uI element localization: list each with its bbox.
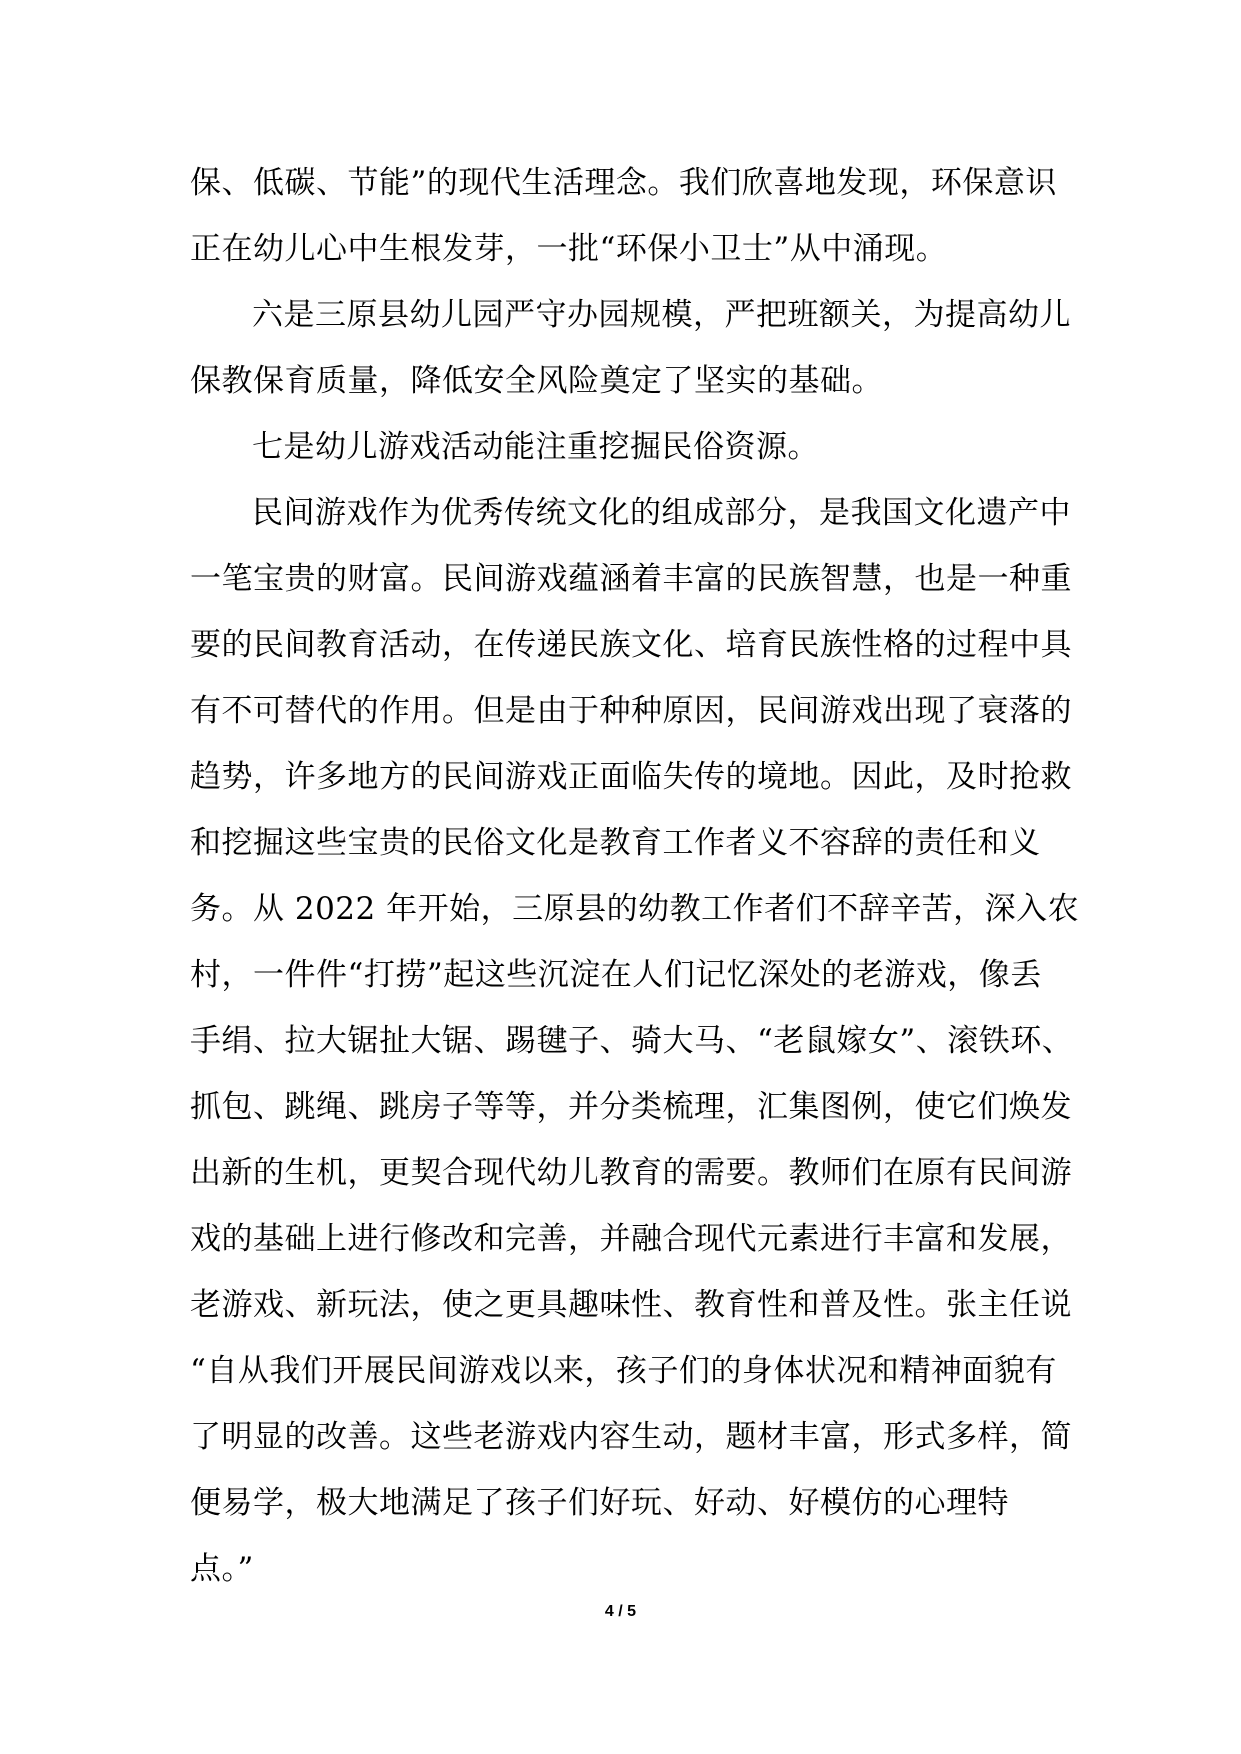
text-line: 正在幼儿心中生根发芽，一批“环保小卫士”从中涌现。 [190,231,948,267]
text-line: 便易学，极大地满足了孩子们好玩、好动、好模仿的心理特 [190,1485,1009,1521]
text-line: 保教保育质量，降低安全风险奠定了坚实的基础。 [190,363,883,399]
text-line: 保、低碳、节能”的现代生活理念。我们欣喜地发现，环保意识 [190,165,1057,201]
text-line: 了明显的改善。这些老游戏内容生动，题材丰富，形式多样，简 [190,1419,1072,1455]
text-line: 点。” [190,1551,254,1587]
text-line: 民间游戏作为优秀传统文化的组成部分，是我国文化遗产中 [252,495,1071,531]
text-line: 一笔宝贵的财富。民间游戏蕴涵着丰富的民族智慧，也是一种重 [190,561,1072,597]
text-line: 有不可替代的作用。但是由于种种原因，民间游戏出现了衰落的 [190,693,1072,729]
text-line: 戏的基础上进行修改和完善，并融合现代元素进行丰富和发展， [190,1221,1072,1257]
text-line: 老游戏、新玩法，使之更具趣味性、教育性和普及性。张主任说 [190,1287,1072,1323]
text-line: “自从我们开展民间游戏以来，孩子们的身体状况和精神面貌有 [190,1353,1057,1389]
text-line: 要的民间教育活动，在传递民族文化、培育民族性格的过程中具 [190,627,1072,663]
text-line: 村，一件件“打捞”起这些沉淀在人们记忆深处的老游戏，像丢 [190,957,1042,993]
text-line: 六是三原县幼儿园严守办园规模，严把班额关，为提高幼儿 [252,297,1071,333]
text-line: 七是幼儿游戏活动能注重挖掘民俗资源。 [252,429,819,465]
page-number: 4 / 5 [604,1603,637,1620]
text-line: 务。从 2022 年开始，三原县的幼教工作者们不辞辛苦，深入农 [190,891,1080,927]
text-line: 抓包、跳绳、跳房子等等，并分类梳理，汇集图例，使它们焕发 [190,1089,1072,1125]
body-text [190,150,1080,1602]
text-line: 和挖掘这些宝贵的民俗文化是教育工作者义不容辞的责任和义 [190,825,1041,861]
text-line: 趋势，许多地方的民间游戏正面临失传的境地。因此，及时抢救 [190,759,1072,795]
text-line: 出新的生机，更契合现代幼儿教育的需要。教师们在原有民间游 [190,1155,1072,1191]
text-line: 手绢、拉大锯扯大锯、踢毽子、骑大马、“老鼠嫁女”、滚铁环、 [190,1023,1074,1059]
